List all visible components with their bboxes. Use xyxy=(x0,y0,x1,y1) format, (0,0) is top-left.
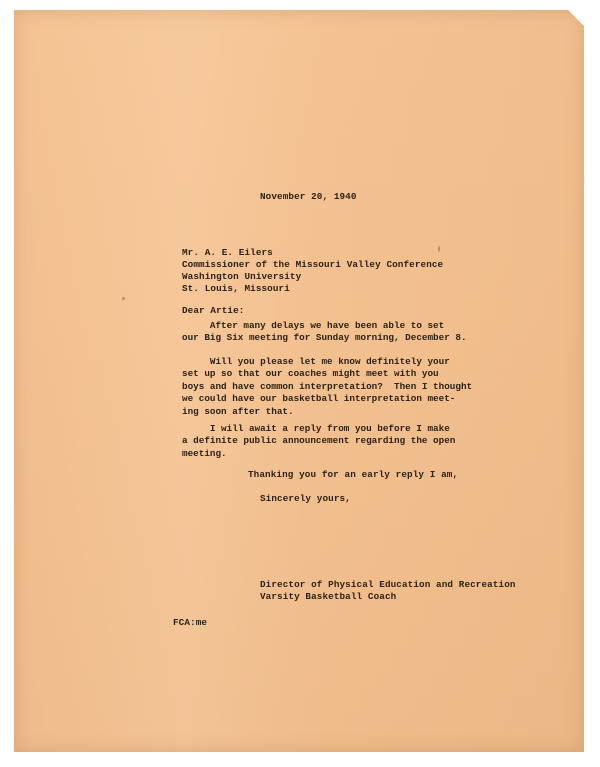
signature-title-director: Director of Physical Education and Recreation xyxy=(260,579,516,590)
paper-speck xyxy=(438,246,440,252)
paragraph-line: boys and have common interpretation? Then I thought xyxy=(182,380,473,392)
paragraph-line: meeting. xyxy=(182,447,227,459)
body-paragraph-1 xyxy=(182,320,467,345)
recipient-name: Mr. A. E. Eilers xyxy=(182,247,273,258)
paragraph-line: our Big Six meeting for Sunday morning, December 8. xyxy=(182,332,467,344)
typist-initials: FCA:me xyxy=(173,617,208,628)
recipient-title: Commissioner of the Missouri Valley Conference xyxy=(182,259,444,270)
paragraph-line: Will you please let me know definitely your xyxy=(182,356,450,367)
signature-title-coach: Varsity Basketball Coach xyxy=(260,591,397,602)
folded-corner xyxy=(568,10,584,26)
paragraph-line: set up so that our coaches might meet with you xyxy=(182,368,439,380)
closing-line: Thanking you for an early reply I am, xyxy=(248,469,459,480)
letter-page xyxy=(14,10,584,752)
paragraph-line: ing soon after that. xyxy=(182,405,294,417)
paragraph-line: I will await a reply from you before I make xyxy=(182,423,450,434)
body-paragraph-3 xyxy=(182,423,455,460)
salutation: Dear Artie: xyxy=(182,305,245,316)
recipient-city: St. Louis, Missouri xyxy=(182,283,290,294)
paragraph-line: a definite public announcement regarding the open xyxy=(182,435,456,447)
recipient-institution: Washington University xyxy=(182,271,302,282)
paragraph-line: we could have our basketball interpretation meet- xyxy=(182,393,456,405)
letter-date: November 20, 1940 xyxy=(260,191,357,202)
paragraph-line: After many delays we have been able to set xyxy=(182,320,445,331)
valediction: Sincerely yours, xyxy=(260,493,351,504)
body-paragraph-2 xyxy=(182,356,472,418)
paper-speck xyxy=(122,297,125,300)
